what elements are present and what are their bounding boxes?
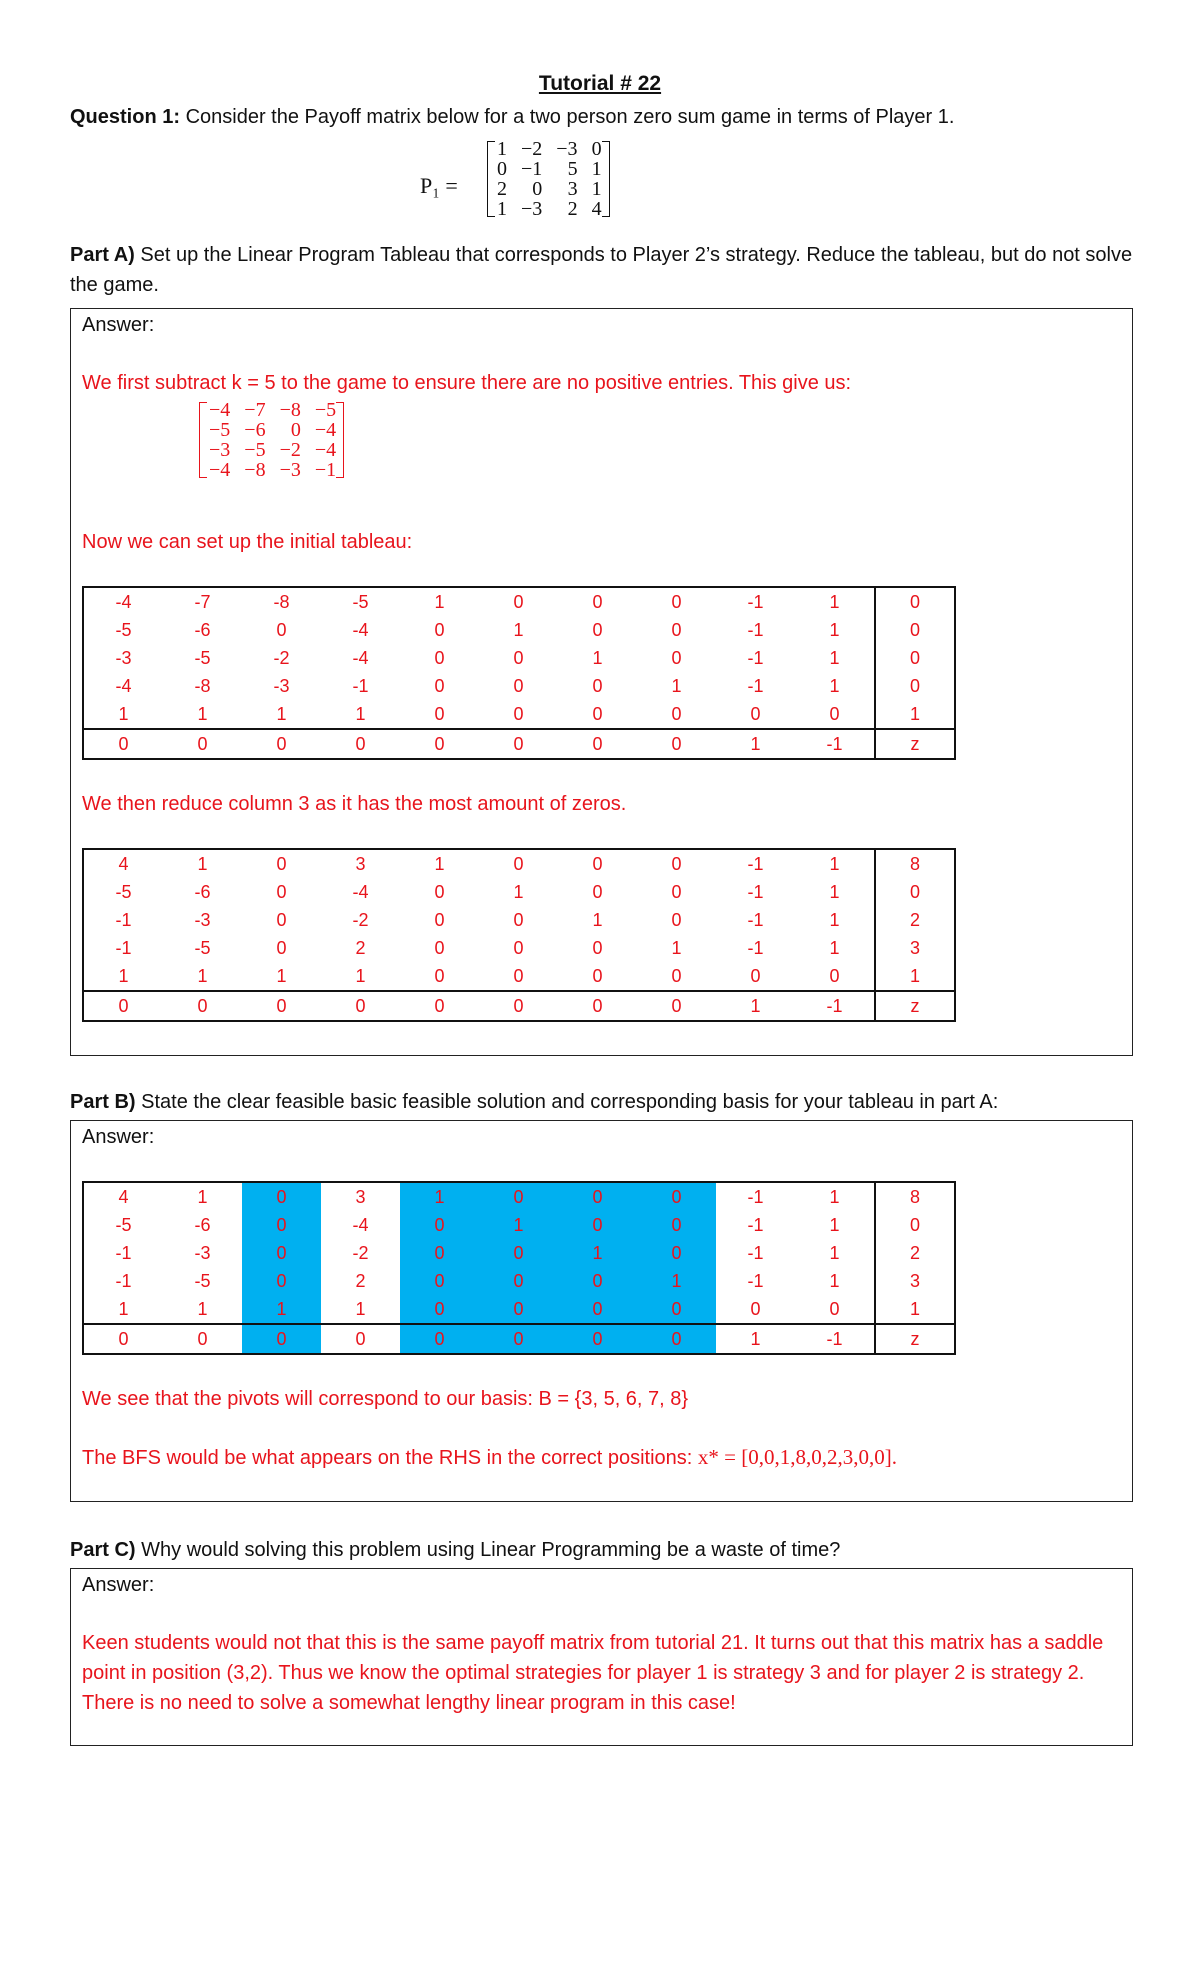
tableau-row bbox=[83, 672, 955, 700]
tableau-cell: -3 bbox=[273, 675, 290, 696]
part-b-text: State the clear feasible basic feasible solution and corresponding basis for your tableau in part A: bbox=[135, 1091, 999, 1113]
tableau-cell: -6 bbox=[194, 881, 211, 902]
tableau-cell: 0 bbox=[558, 1267, 637, 1295]
tableau-cell: 1 bbox=[875, 1295, 955, 1324]
tableau-cell: -1 bbox=[115, 1270, 132, 1291]
tableau-cell: 1 bbox=[118, 1298, 129, 1319]
part-b-label: Part B) bbox=[70, 1091, 136, 1113]
tableau-cell: 1 bbox=[716, 1324, 795, 1354]
tableau-cell: 0 bbox=[875, 616, 955, 644]
tableau-cell: 1 bbox=[829, 1242, 840, 1263]
tableau-cell: 3 bbox=[875, 1267, 955, 1295]
tableau-cell: -1 bbox=[747, 647, 764, 668]
tableau-cell: 0 bbox=[400, 1295, 479, 1324]
tableau-cell: 0 bbox=[592, 591, 603, 612]
tableau-cell: 0 bbox=[513, 853, 524, 874]
tableau-cell: -5 bbox=[194, 937, 211, 958]
tableau-row bbox=[83, 616, 955, 644]
tableau-cell: 3 bbox=[875, 934, 955, 962]
tableau-cell: 0 bbox=[513, 965, 524, 986]
tableau-cell: 0 bbox=[592, 881, 603, 902]
question-1 bbox=[70, 106, 954, 129]
tableau-cell: -5 bbox=[115, 619, 132, 640]
bfs-line bbox=[82, 1442, 897, 1473]
basis-text: We see that the pivots will correspond to our basis: B = {3, 5, 6, 7, 8} bbox=[82, 1388, 689, 1410]
payoff-matrix-cell: −1 bbox=[521, 158, 543, 180]
tableau-cell: 0 bbox=[592, 853, 603, 874]
tableau-cell: -2 bbox=[273, 647, 290, 668]
reduced-tableau bbox=[82, 848, 956, 1022]
tableau-cell: 0 bbox=[875, 1211, 955, 1239]
tableau-cell: 0 bbox=[242, 1182, 321, 1211]
tableau-cell: 0 bbox=[479, 1239, 558, 1267]
tableau-cell: 0 bbox=[479, 729, 558, 759]
tableau-cell: -1 bbox=[747, 1270, 764, 1291]
tableau-cell: -1 bbox=[795, 729, 875, 759]
tableau-cell: -3 bbox=[194, 909, 211, 930]
tableau-cell: 0 bbox=[163, 1324, 242, 1354]
tableau-cell: 0 bbox=[434, 881, 445, 902]
tableau-cell: 0 bbox=[592, 937, 603, 958]
tableau-cell: 1 bbox=[197, 703, 208, 724]
reduced-matrix-cell: −3 bbox=[209, 439, 231, 461]
tableau-row bbox=[83, 962, 955, 991]
tableau-cell: 1 bbox=[276, 703, 287, 724]
tableau-cell: 0 bbox=[637, 1239, 716, 1267]
tableau-cell: 1 bbox=[118, 965, 129, 986]
tableau-cell: 0 bbox=[637, 1324, 716, 1354]
tableau-cell: -1 bbox=[747, 619, 764, 640]
tableau-cell: -1 bbox=[747, 937, 764, 958]
tableau-cell: 1 bbox=[829, 909, 840, 930]
part-c-question bbox=[70, 1535, 840, 1565]
tableau-row bbox=[83, 1211, 955, 1239]
tableau-cell: 0 bbox=[875, 644, 955, 672]
tableau-cell: 1 bbox=[637, 1267, 716, 1295]
tableau-cell: 0 bbox=[479, 991, 558, 1021]
tableau-cell: 0 bbox=[513, 647, 524, 668]
tableau-row bbox=[83, 906, 955, 934]
tableau-cell: 1 bbox=[829, 853, 840, 874]
tableau-cell: -2 bbox=[352, 909, 369, 930]
tableau-cell: -1 bbox=[115, 937, 132, 958]
tableau-cell: -1 bbox=[747, 675, 764, 696]
reduced-matrix-cell: −1 bbox=[314, 459, 337, 481]
tableau-cell: 1 bbox=[276, 965, 287, 986]
part-b-answer-label: Answer: bbox=[82, 1126, 155, 1148]
tableau-cell: 0 bbox=[434, 909, 445, 930]
tableau-cell: 1 bbox=[829, 1186, 840, 1207]
tableau-cell: 1 bbox=[118, 703, 129, 724]
tableau-cell: -1 bbox=[747, 853, 764, 874]
reduced-matrix-cell: −4 bbox=[209, 459, 231, 481]
tableau-cell: 0 bbox=[321, 1324, 400, 1354]
reduced-matrix-cell: −4 bbox=[314, 439, 337, 461]
tableau-cell: 1 bbox=[716, 991, 795, 1021]
tableau-cell: 2 bbox=[355, 1270, 366, 1291]
tableau-cell: 0 bbox=[513, 703, 524, 724]
tableau-row bbox=[83, 849, 955, 878]
tableau-row bbox=[83, 644, 955, 672]
tableau-cell: 0 bbox=[558, 991, 637, 1021]
tableau-cell: 0 bbox=[513, 909, 524, 930]
tableau-cell: 0 bbox=[592, 619, 603, 640]
tableau-cell: 0 bbox=[400, 729, 479, 759]
tableau-cell: 0 bbox=[592, 965, 603, 986]
tableau-cell: 1 bbox=[829, 619, 840, 640]
subtract-text: We first subtract k = 5 to the game to ensure there are no positive entries. This give us: bbox=[82, 372, 852, 394]
payoff-matrix-cell: 1 bbox=[497, 198, 507, 220]
tableau-cell: 1 bbox=[829, 881, 840, 902]
tableau-row bbox=[83, 1267, 955, 1295]
reduced-matrix-cell: −8 bbox=[279, 399, 301, 421]
tableau-cell: 0 bbox=[400, 1239, 479, 1267]
tableau-cell: 0 bbox=[558, 729, 637, 759]
tableau-cell: 0 bbox=[242, 729, 321, 759]
tableau-cell: 1 bbox=[355, 1298, 366, 1319]
tableau-cell: 1 bbox=[829, 591, 840, 612]
tableau-cell: 0 bbox=[434, 675, 445, 696]
tableau-cell: 0 bbox=[242, 1267, 321, 1295]
tableau-cell: 1 bbox=[716, 729, 795, 759]
tableau-cell: 1 bbox=[513, 881, 524, 902]
payoff-matrix-cell: −3 bbox=[556, 138, 578, 160]
tableau-cell: -1 bbox=[795, 1324, 875, 1354]
tableau-cell: -1 bbox=[747, 1186, 764, 1207]
initial-tableau bbox=[82, 586, 956, 760]
tableau-cell: 0 bbox=[242, 991, 321, 1021]
tableau-cell: 0 bbox=[434, 619, 445, 640]
tableau-cell: 2 bbox=[355, 937, 366, 958]
tableau-cell: 2 bbox=[875, 1239, 955, 1267]
tableau-cell: 0 bbox=[592, 675, 603, 696]
tableau-cell: 0 bbox=[671, 591, 682, 612]
tableau-cell: 0 bbox=[671, 647, 682, 668]
tableau-cell: 0 bbox=[400, 1211, 479, 1239]
payoff-matrix-cell: 3 bbox=[567, 178, 578, 200]
tableau-cell: 0 bbox=[671, 853, 682, 874]
payoff-matrix-cell: 0 bbox=[591, 138, 602, 160]
tableau-cell: 1 bbox=[875, 962, 955, 991]
tableau-cell: 0 bbox=[434, 647, 445, 668]
tableau-cell: -8 bbox=[273, 591, 290, 612]
tableau-cell: 0 bbox=[513, 591, 524, 612]
tableau-row bbox=[83, 1324, 955, 1354]
tableau-row bbox=[83, 700, 955, 729]
part-a-answer-label: Answer: bbox=[82, 314, 155, 336]
tableau-cell: 1 bbox=[829, 647, 840, 668]
basis-tableau bbox=[82, 1181, 956, 1355]
tableau-cell: 8 bbox=[875, 1182, 955, 1211]
payoff-matrix bbox=[487, 139, 610, 219]
tableau-cell: 0 bbox=[637, 729, 716, 759]
reduced-matrix-cell: 0 bbox=[290, 419, 301, 441]
tableau-cell: 0 bbox=[434, 703, 445, 724]
tableau-cell: 0 bbox=[829, 703, 840, 724]
tableau-cell: 1 bbox=[242, 1295, 321, 1324]
part-c-label: Part C) bbox=[70, 1539, 136, 1561]
tableau-cell: 0 bbox=[875, 878, 955, 906]
tableau-cell: 0 bbox=[671, 909, 682, 930]
payoff-matrix-row bbox=[495, 179, 602, 199]
tableau-row bbox=[83, 991, 955, 1021]
tableau-cell: 1 bbox=[197, 1298, 208, 1319]
reduced-matrix-row bbox=[207, 400, 336, 420]
reduced-matrix-cell: −6 bbox=[244, 419, 266, 441]
payoff-matrix-cell: 1 bbox=[591, 178, 602, 200]
tableau-cell: 1 bbox=[829, 675, 840, 696]
tableau-cell: 0 bbox=[321, 991, 400, 1021]
tableau-cell: -5 bbox=[352, 591, 369, 612]
reduced-matrix-cell: −4 bbox=[314, 419, 337, 441]
tableau-cell: 0 bbox=[242, 1324, 321, 1354]
payoff-matrix-cell: 2 bbox=[567, 198, 578, 220]
tableau-cell: z bbox=[875, 1324, 955, 1354]
tableau-cell: 1 bbox=[875, 700, 955, 729]
payoff-matrix-row bbox=[495, 139, 602, 159]
tableau-cell: -4 bbox=[352, 881, 369, 902]
tableau-cell: 0 bbox=[242, 1239, 321, 1267]
tableau-cell: -1 bbox=[747, 591, 764, 612]
tableau-cell: 1 bbox=[197, 1186, 208, 1207]
tableau-cell: 0 bbox=[400, 1267, 479, 1295]
reduced-matrix-cell: −4 bbox=[209, 399, 231, 421]
tableau-cell: 0 bbox=[558, 1211, 637, 1239]
payoff-matrix-row bbox=[495, 159, 602, 179]
tableau-row bbox=[83, 1295, 955, 1324]
tableau-cell: 0 bbox=[637, 991, 716, 1021]
payoff-matrix-cell: 5 bbox=[567, 158, 578, 180]
tableau-cell: -4 bbox=[352, 647, 369, 668]
tableau-cell: 1 bbox=[513, 619, 524, 640]
tableau-cell: 2 bbox=[875, 906, 955, 934]
tableau-cell: 0 bbox=[592, 703, 603, 724]
tableau-cell: 1 bbox=[829, 1214, 840, 1235]
tableau-cell: 0 bbox=[276, 937, 287, 958]
tableau-cell: -5 bbox=[115, 1214, 132, 1235]
tableau-cell: 0 bbox=[671, 703, 682, 724]
tableau-cell: 0 bbox=[434, 937, 445, 958]
tableau-cell: -5 bbox=[115, 881, 132, 902]
tableau-cell: 1 bbox=[434, 591, 445, 612]
reduced-matrix-row bbox=[207, 440, 336, 460]
tableau-cell: 0 bbox=[83, 991, 163, 1021]
tableau-cell: 4 bbox=[118, 1186, 129, 1207]
tableau-cell: 0 bbox=[479, 1295, 558, 1324]
tableau-cell: 1 bbox=[400, 1182, 479, 1211]
tableau-cell: 1 bbox=[434, 853, 445, 874]
tableau-cell: -4 bbox=[115, 591, 132, 612]
part-b-question bbox=[70, 1087, 998, 1117]
tableau-cell: -1 bbox=[747, 1214, 764, 1235]
tableau-cell: 0 bbox=[400, 1324, 479, 1354]
tableau-cell: -6 bbox=[194, 1214, 211, 1235]
tableau-cell: 0 bbox=[671, 619, 682, 640]
tableau-cell: 0 bbox=[750, 703, 761, 724]
reduced-matrix-cell: −5 bbox=[314, 399, 337, 421]
tableau-cell: 1 bbox=[355, 703, 366, 724]
tableau-cell: 1 bbox=[829, 1270, 840, 1291]
reduced-matrix-cell: −3 bbox=[279, 459, 301, 481]
payoff-matrix-cell: 0 bbox=[497, 158, 507, 180]
tableau-cell: -1 bbox=[747, 881, 764, 902]
tableau-cell: 0 bbox=[558, 1182, 637, 1211]
tableau-cell: 1 bbox=[829, 937, 840, 958]
tableau-cell: -1 bbox=[352, 675, 369, 696]
tableau-cell: 0 bbox=[671, 881, 682, 902]
tableau-cell: 0 bbox=[671, 965, 682, 986]
reduced-matrix-cell: −8 bbox=[244, 459, 266, 481]
tableau-cell: 1 bbox=[197, 965, 208, 986]
tableau-cell: 0 bbox=[276, 853, 287, 874]
tableau-cell: -3 bbox=[115, 647, 132, 668]
tableau-cell: 0 bbox=[637, 1211, 716, 1239]
tableau-cell: 1 bbox=[671, 937, 682, 958]
tableau-cell: 0 bbox=[276, 881, 287, 902]
tableau-cell: 1 bbox=[671, 675, 682, 696]
tableau-cell: 0 bbox=[276, 909, 287, 930]
tableau-cell: -4 bbox=[115, 675, 132, 696]
tableau-cell: 0 bbox=[163, 991, 242, 1021]
tableau-cell: 0 bbox=[276, 619, 287, 640]
reduced-matrix-cell: −2 bbox=[279, 439, 301, 461]
tableau-cell: -8 bbox=[194, 675, 211, 696]
part-c-answer-text: Keen students would not that this is the same payoff matrix from tutorial 21. It turns out that this matrix has a saddle point in position (3,2). Thus we know the optimal strategies for player 1 is strategy 3 and for player 2 is strategy 2. There is no need to solve a somewhat lengthy linear program in this case! bbox=[82, 1632, 1104, 1714]
payoff-matrix-cell: −2 bbox=[521, 138, 543, 160]
reduce-text: We then reduce column 3 as it has the most amount of zeros. bbox=[82, 793, 627, 815]
tableau-cell: 0 bbox=[513, 937, 524, 958]
tableau-row bbox=[83, 1239, 955, 1267]
tableau-cell: 0 bbox=[434, 965, 445, 986]
part-c-text: Why would solving this problem using Linear Programming be a waste of time? bbox=[135, 1539, 841, 1561]
tableau-cell: -3 bbox=[194, 1242, 211, 1263]
tableau-cell: -4 bbox=[352, 619, 369, 640]
tableau-row bbox=[83, 1182, 955, 1211]
tableau-cell: 0 bbox=[479, 1267, 558, 1295]
tableau-row bbox=[83, 934, 955, 962]
payoff-matrix-cell: 2 bbox=[497, 178, 507, 200]
payoff-matrix-label: P₁ = bbox=[420, 173, 458, 198]
tableau-cell: 0 bbox=[400, 991, 479, 1021]
tableau-cell: 0 bbox=[637, 1182, 716, 1211]
payoff-matrix-row bbox=[495, 199, 602, 219]
setup-text: Now we can set up the initial tableau: bbox=[82, 531, 413, 553]
tableau-row bbox=[83, 729, 955, 759]
tableau-cell: -1 bbox=[115, 909, 132, 930]
tableau-cell: 8 bbox=[875, 849, 955, 878]
tableau-cell: 0 bbox=[479, 1324, 558, 1354]
bfs-math: x* = [0,0,1,8,0,2,3,0,0]. bbox=[697, 1445, 897, 1469]
tableau-cell: 0 bbox=[875, 672, 955, 700]
question-1-text: Consider the Payoff matrix below for a two person zero sum game in terms of Player 1. bbox=[180, 106, 955, 128]
tableau-cell: 0 bbox=[829, 1298, 840, 1319]
tableau-cell: z bbox=[875, 991, 955, 1021]
tableau-cell: 0 bbox=[875, 587, 955, 616]
page-title: Tutorial # 22 bbox=[538, 72, 662, 95]
tableau-cell: 1 bbox=[355, 965, 366, 986]
tableau-cell: -4 bbox=[352, 1214, 369, 1235]
reduced-matrix-cell: −7 bbox=[244, 399, 266, 421]
reduced-matrix bbox=[199, 400, 344, 480]
reduced-matrix-row bbox=[207, 460, 336, 480]
tableau-cell: z bbox=[875, 729, 955, 759]
tableau-cell: 0 bbox=[83, 1324, 163, 1354]
payoff-matrix-cell: 1 bbox=[591, 158, 602, 180]
tableau-cell: -1 bbox=[747, 909, 764, 930]
question-1-label: Question 1: bbox=[70, 106, 181, 128]
tableau-cell: -1 bbox=[795, 991, 875, 1021]
tableau-cell: 0 bbox=[242, 1211, 321, 1239]
tableau-cell: 1 bbox=[479, 1211, 558, 1239]
tableau-row bbox=[83, 878, 955, 906]
tableau-cell: 0 bbox=[558, 1324, 637, 1354]
tableau-cell: 0 bbox=[479, 1182, 558, 1211]
tableau-cell: -5 bbox=[194, 647, 211, 668]
part-a-label: Part A) bbox=[70, 244, 135, 266]
tableau-cell: 0 bbox=[637, 1295, 716, 1324]
payoff-matrix-cell: 0 bbox=[532, 178, 543, 200]
tableau-cell: 0 bbox=[513, 675, 524, 696]
tableau-cell: -5 bbox=[194, 1270, 211, 1291]
payoff-matrix-cell: −3 bbox=[521, 198, 543, 220]
tableau-cell: 0 bbox=[750, 965, 761, 986]
reduced-matrix-row bbox=[207, 420, 336, 440]
tableau-cell: 3 bbox=[355, 853, 366, 874]
tableau-cell: 1 bbox=[592, 909, 603, 930]
tableau-cell: 1 bbox=[592, 647, 603, 668]
part-a-question bbox=[70, 240, 1150, 300]
tableau-cell: -6 bbox=[194, 619, 211, 640]
tableau-cell: 4 bbox=[118, 853, 129, 874]
tableau-cell: 1 bbox=[197, 853, 208, 874]
reduced-matrix-cell: −5 bbox=[244, 439, 266, 461]
part-a-text: Set up the Linear Program Tableau that corresponds to Player 2’s strategy. Reduce the tableau, but do not solve the game. bbox=[70, 244, 1133, 296]
reduced-matrix-cell: −5 bbox=[209, 419, 231, 441]
tableau-cell: 0 bbox=[163, 729, 242, 759]
payoff-matrix-cell: 4 bbox=[591, 198, 602, 220]
tableau-cell: -1 bbox=[115, 1242, 132, 1263]
tableau-cell: 0 bbox=[83, 729, 163, 759]
tableau-cell: -1 bbox=[747, 1242, 764, 1263]
tableau-cell: 0 bbox=[750, 1298, 761, 1319]
tableau-cell: -7 bbox=[194, 591, 211, 612]
tableau-cell: 0 bbox=[321, 729, 400, 759]
tableau-cell: -2 bbox=[352, 1242, 369, 1263]
tableau-cell: 1 bbox=[558, 1239, 637, 1267]
bfs-text: The BFS would be what appears on the RHS in the correct positions: bbox=[82, 1447, 698, 1469]
part-c-answer-label: Answer: bbox=[82, 1574, 155, 1596]
tableau-cell: 3 bbox=[355, 1186, 366, 1207]
tableau-cell: 0 bbox=[829, 965, 840, 986]
tableau-cell: 0 bbox=[558, 1295, 637, 1324]
payoff-matrix-cell: 1 bbox=[497, 138, 507, 160]
tableau-row bbox=[83, 587, 955, 616]
